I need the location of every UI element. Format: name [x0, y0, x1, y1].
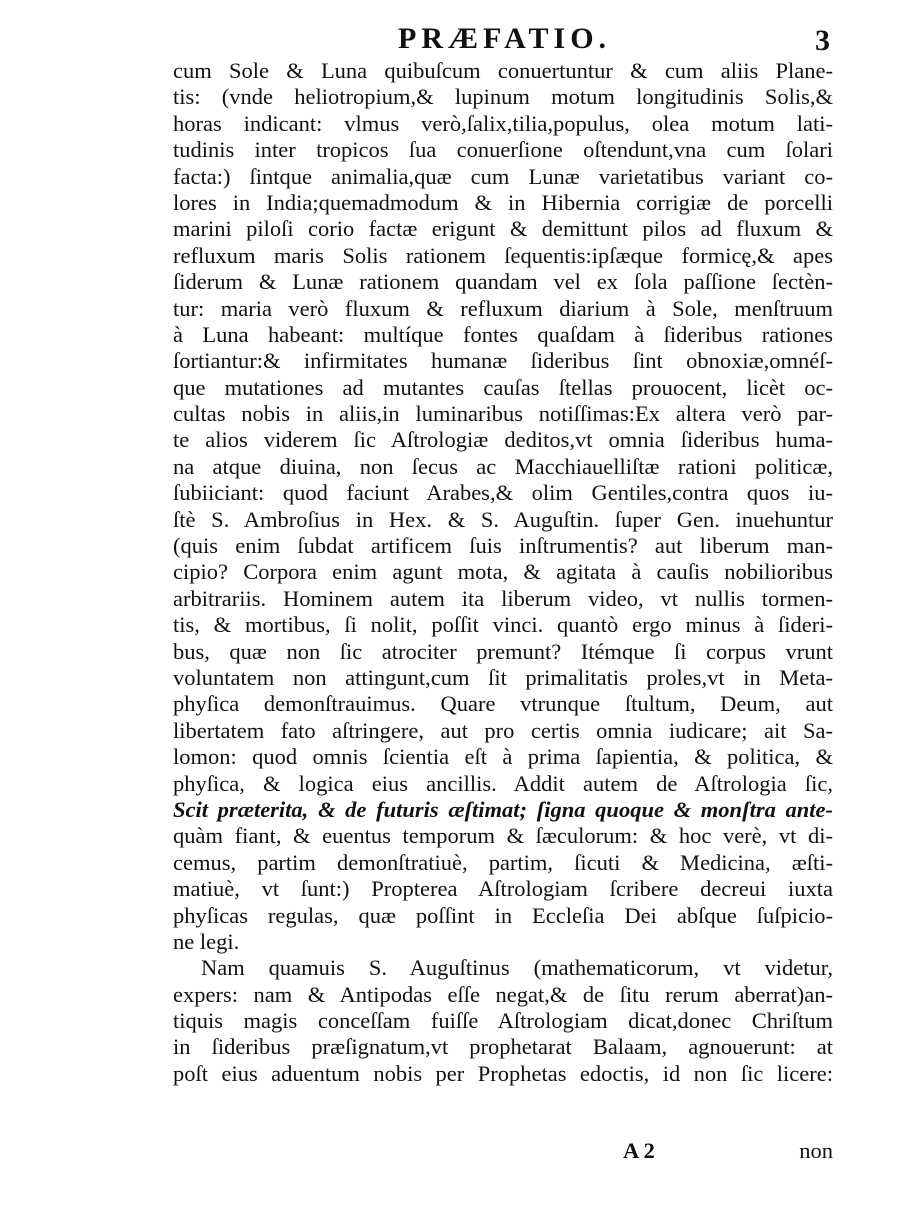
paragraph-end-line: ne legi. — [173, 928, 240, 954]
text-line: ſubiiciant: quod faciunt Arabes,& olim Gentiles,contra quos iu- — [173, 480, 833, 506]
text-line: expers: nam & Antipodas eſſe negat,& de ſitu rerum aberrat)an- — [173, 981, 833, 1007]
text-line: tis: (vnde heliotropium,& lupinum motum longitudinis Solis,& — [173, 84, 833, 110]
text-line: cemus, partim demonſtratiuè, partim, ſicuti & Medicina, æſti- — [173, 849, 833, 875]
text-line: facta:) ſintque animalia,quæ cum Lunæ varietatibus variant co- — [173, 163, 833, 189]
text-line: cipio? Corpora enim agunt mota, & agitata à cauſis nobilioribus — [173, 559, 833, 585]
text-line: tiquis magis conceſſam fuiſſe Aſtrologiam dicat,donec Chriſtum — [173, 1008, 833, 1034]
text-line: na atque diuina, non ſecus ac Macchiauelliſtæ rationi politicæ, — [173, 453, 833, 479]
text-line: ſtè S. Ambroſius in Hex. & S. Auguſtin. ſuper Gen. inuehuntur — [173, 506, 833, 532]
text-line: ſiderum & Lunæ rationem quandam vel ex ſola paſſione ſectèn- — [173, 269, 833, 295]
text-line: quàm fiant, & euentus temporum & ſæculorum: & hoc verè, vt di- — [173, 823, 833, 849]
text-line: ſortiantur:& infirmitates humanæ ſideribus ſint obnoxiæ,omnéſ- — [173, 348, 833, 374]
text-line: lomon: quod omnis ſcientia eſt à prima ſapientia, & politica, & — [173, 744, 833, 770]
text-line: marini piloſi corio factæ erigunt & demittunt pilos ad fluxum & — [173, 216, 833, 242]
text-line: voluntatem non attingunt,cum ſit primalitatis proles,vt in Meta- — [173, 664, 833, 690]
text-line: bus, quæ non ſic atrociter premunt? Itémque ſi corpus vrunt — [173, 638, 833, 664]
page-title: PRÆFATIO. — [398, 22, 612, 55]
text-line: cultas nobis in aliis,in luminaribus notiſſimas:Ex altera verò par- — [173, 401, 833, 427]
signature-mark: A 2 — [623, 1138, 655, 1163]
text-line: in ſideribus præſignatum,vt prophetarat Balaam, agnouerunt: at — [173, 1034, 833, 1060]
text-line: tudinis inter tropicos ſua conuerſione oſtendunt,vna cum ſolari — [173, 137, 833, 163]
text-line: phyſica, & logica eius ancillis. Addit autem de Aſtrologia ſic, — [173, 770, 833, 796]
body-text — [173, 58, 833, 1087]
catchword: non — [799, 1138, 833, 1163]
text-line: cum Sole & Luna quibuſcum conuertuntur & cum aliis Plane- — [173, 58, 833, 83]
text-line: lores in India;quemadmodum & in Hibernia corrigiæ de porcelli — [173, 189, 833, 215]
text-line: phyſica demonſtrauimus. Quare vtrunque ſtultum, Deum, aut — [173, 691, 833, 717]
text-line: libertatem fato aſtringere, aut pro certis omnia iudicare; ait Sa- — [173, 717, 833, 743]
page-footer — [173, 1138, 833, 1170]
text-line: tur: maria verò fluxum & refluxum diarium à Sole, menſtruum — [173, 295, 833, 321]
text-line: refluxum maris Solis rationem ſequentis:ipſæque formicę,& apes — [173, 242, 833, 268]
running-header — [170, 22, 830, 62]
quotation-line: Scit præterita, & de futuris æſtimat; ſigna quoque & monſtra ante- — [173, 796, 833, 822]
text-line: à Luna habeant: multíque fontes quaſdam à ſideribus rationes — [173, 321, 833, 347]
text-line: tis, & mortibus, ſi nolit, poſſit vinci. quantò ergo minus à ſideri- — [173, 612, 833, 638]
paragraph-start-line: Nam quamuis S. Auguſtinus (mathematicorum, vt videtur, — [201, 955, 833, 981]
text-line: matiuè, vt ſunt:) Propterea Aſtrologiam ſcribere decreui iuxta — [173, 876, 833, 902]
text-line: te alios viderem ſic Aſtrologiæ deditos,vt omnia ſideribus huma- — [173, 427, 833, 453]
text-line: phyſicas regulas, quæ poſſint in Eccleſia Dei abſque ſuſpicio- — [173, 902, 833, 928]
text-line: horas indicant: vlmus verò,ſalix,tilia,populus, olea motum lati- — [173, 110, 833, 136]
text-line: (quis enim ſubdat artificem ſuis inſtrumentis? aut liberum man- — [173, 533, 833, 559]
text-line: poſt eius aduentum nobis per Prophetas edoctis, id non ſic licere: — [173, 1060, 833, 1086]
text-line: arbitrariis. Hominem autem ita liberum video, vt nullis tormen- — [173, 585, 833, 611]
page-number: 3 — [815, 24, 830, 57]
text-line: que mutationes ad mutantes cauſas ſtellas prouocent, licèt oc- — [173, 374, 833, 400]
